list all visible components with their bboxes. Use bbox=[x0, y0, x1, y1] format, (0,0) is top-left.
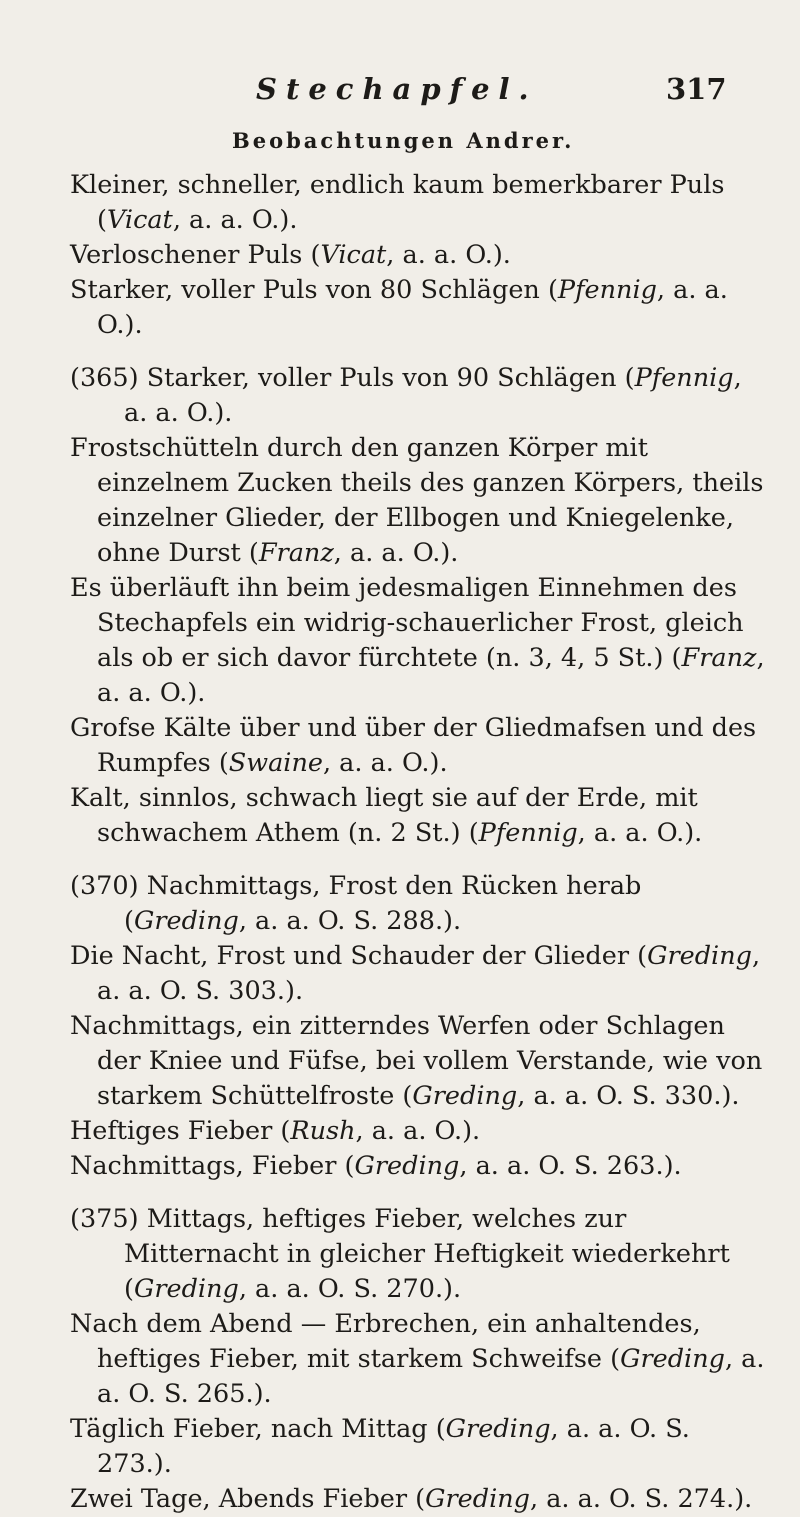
author-citation: Greding bbox=[425, 1484, 531, 1514]
observation-entry bbox=[70, 168, 770, 238]
citation-ref: , a. a. O. S. 273.). bbox=[97, 1414, 690, 1479]
entry-text: Starker, voller Puls von 90 Schlägen ( bbox=[146, 363, 635, 393]
author-citation: Pfennig bbox=[634, 363, 734, 393]
citation-ref: , a. a. O.). bbox=[577, 818, 703, 848]
author-citation: Rush bbox=[290, 1116, 356, 1146]
citation-ref: , a. a. O. S. 288.). bbox=[238, 906, 462, 936]
author-citation: Greding bbox=[412, 1081, 518, 1111]
author-citation: Greding bbox=[133, 906, 239, 936]
citation-ref: , a. a. O.). bbox=[97, 643, 765, 708]
entry-text: Starker, voller Puls von 80 Schlägen ( bbox=[70, 275, 558, 305]
observation-entry bbox=[70, 273, 770, 343]
author-citation: Greding bbox=[445, 1414, 551, 1444]
author-citation: Pfennig bbox=[557, 275, 657, 305]
observation-entry bbox=[70, 1412, 770, 1482]
entry-number: (375) bbox=[70, 1204, 139, 1234]
citation-ref: , a. a. O.). bbox=[97, 275, 728, 340]
observation-entry bbox=[70, 571, 770, 711]
citation-ref: , a. a. O. S. 270.). bbox=[238, 1274, 462, 1304]
observation-entry bbox=[70, 1202, 770, 1307]
running-title: Stechapfel. bbox=[256, 72, 538, 106]
entry-text: Nachmittags, ein zitterndes Werfen oder Schlagen der Kniee und Füfse, bei vollem Verstande, wie von starkem Schüttelfroste ( bbox=[70, 1011, 763, 1111]
page-number: 317 bbox=[666, 72, 727, 106]
author-citation: Greding bbox=[354, 1151, 460, 1181]
entry-text: Es überläuft ihn beim jedesmaligen Einnehmen des Stechapfels ein widrig-schauerlicher Frost, gleich als ob er sich davor fürchtete (n. 3, 4, 5 St.) ( bbox=[70, 573, 744, 673]
observation-list bbox=[70, 168, 770, 1517]
author-citation: Vicat bbox=[320, 240, 387, 270]
citation-ref: , a. a. O. S. 263.). bbox=[459, 1151, 682, 1181]
entry-text: Die Nacht, Frost und Schauder der Glieder ( bbox=[70, 941, 648, 971]
observation-entry bbox=[70, 1009, 770, 1114]
author-citation: Greding bbox=[647, 941, 752, 971]
observation-entry bbox=[70, 431, 770, 571]
entry-text: Frostschütteln durch den ganzen Körper mit einzelnem Zucken theils des ganzen Körpers, theils einzelner Glieder, der Ellbogen und Kniegelenke, ohne Durst ( bbox=[70, 433, 764, 568]
observation-entry bbox=[70, 711, 770, 781]
entry-text: Nachmittags, Frost den Rücken herab ( bbox=[124, 871, 642, 936]
observation-entry bbox=[70, 869, 770, 939]
citation-ref: , a. a. O. S. 303.). bbox=[97, 941, 761, 1006]
citation-ref: , a. a. O.). bbox=[386, 240, 511, 270]
citation-ref: , a. a. O. S. 330.). bbox=[517, 1081, 740, 1111]
observation-entry bbox=[70, 1482, 770, 1517]
author-citation: Greding bbox=[133, 1274, 239, 1304]
entry-text: Kleiner, schneller, endlich kaum bemerkbarer Puls ( bbox=[70, 170, 725, 235]
entry-text: Täglich Fieber, nach Mittag ( bbox=[70, 1414, 446, 1444]
observation-entry bbox=[70, 361, 770, 431]
entry-text: Nach dem Abend — Erbrechen, ein anhaltendes, heftiges Fieber, mit starkem Schweifse ( bbox=[70, 1309, 701, 1374]
citation-ref: , a. a. O. S. 265.). bbox=[97, 1344, 765, 1409]
observation-entry bbox=[70, 1114, 770, 1149]
citation-ref: , a. a. O.). bbox=[333, 538, 459, 568]
observation-entry bbox=[70, 781, 770, 851]
entry-text: Kalt, sinnlos, schwach liegt sie auf der Erde, mit schwachem Athem (n. 2 St.) ( bbox=[70, 783, 698, 848]
observation-entry bbox=[70, 1307, 770, 1412]
observation-entry bbox=[70, 1149, 770, 1184]
citation-ref: , a. a. O.). bbox=[124, 363, 742, 428]
author-citation: Franz bbox=[258, 538, 334, 568]
entry-text: Verloschener Puls ( bbox=[70, 240, 321, 270]
entry-text: Grofse Kälte über und über der Gliedmafsen und des Rumpfes ( bbox=[70, 713, 757, 778]
author-citation: Pfennig bbox=[478, 818, 578, 848]
author-citation: Swaine bbox=[228, 748, 323, 778]
observation-entry bbox=[70, 238, 770, 273]
observation-entry bbox=[70, 939, 770, 1009]
citation-ref: , a. a. O.). bbox=[322, 748, 448, 778]
entry-text: Heftiges Fieber ( bbox=[70, 1116, 291, 1146]
entry-number: (370) bbox=[70, 871, 139, 901]
entry-text: Nachmittags, Fieber ( bbox=[70, 1151, 355, 1181]
section-heading: Beobachtungen Andrer. bbox=[232, 128, 575, 153]
citation-ref: , a. a. O.). bbox=[355, 1116, 481, 1146]
citation-ref: , a. a. O.). bbox=[172, 205, 298, 235]
entry-number: (365) bbox=[70, 363, 139, 393]
entry-text: Zwei Tage, Abends Fieber ( bbox=[70, 1484, 426, 1514]
citation-ref: , a. a. O. S. 274.). bbox=[530, 1484, 753, 1514]
author-citation: Greding bbox=[620, 1344, 725, 1374]
author-citation: Vicat bbox=[106, 205, 173, 235]
entry-text: Mittags, heftiges Fieber, welches zur Mitternacht in gleicher Heftigkeit wiederkehrt ( bbox=[124, 1204, 730, 1304]
author-citation: Franz bbox=[681, 643, 757, 673]
